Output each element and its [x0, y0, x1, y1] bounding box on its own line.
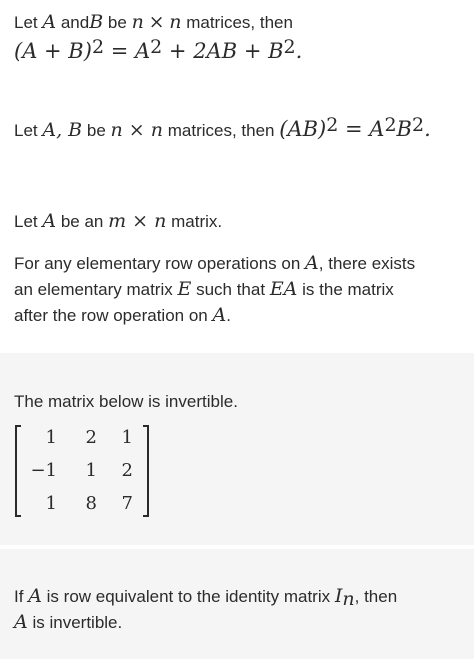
math-A: A — [42, 210, 57, 232]
text-let: Let — [14, 121, 38, 140]
matrix-cell: 2 — [121, 460, 133, 481]
matrix-cell: −1 — [30, 460, 57, 481]
matrix-right-bracket — [143, 425, 149, 517]
matrix-cell: 8 — [85, 493, 97, 514]
math-E: E — [177, 278, 192, 300]
statement-card-1 — [0, 0, 474, 100]
statement-3-para-line-2 — [14, 277, 394, 302]
math-A: A — [14, 611, 28, 633]
statement-card-5 — [0, 549, 474, 659]
statement-5-line-2 — [14, 610, 122, 635]
matrix-cell: 2 — [85, 427, 97, 448]
math-n-times-n: n × n — [110, 119, 164, 141]
math-lhs: (A + B) — [14, 39, 92, 63]
text-be: be — [86, 121, 106, 140]
math-A: A — [212, 304, 227, 326]
math-EA: EA — [269, 278, 298, 300]
math-period: . — [295, 39, 303, 63]
text-segment: an elementary matrix — [14, 280, 173, 299]
text-segment: For any elementary row operations on — [14, 254, 301, 273]
statement-1-formula — [14, 36, 303, 65]
text-and: and — [60, 13, 90, 32]
text-matrix: matrix. — [171, 212, 223, 231]
statement-3-para-line-1 — [14, 251, 415, 276]
text-let: Let — [14, 212, 38, 231]
text-segment: after the row operation on — [14, 306, 208, 325]
statement-3-line-1 — [14, 209, 222, 234]
math-B: B — [396, 117, 412, 141]
statement-card-2 — [0, 100, 474, 180]
math-B: B — [89, 11, 104, 33]
text-segment: is invertible. — [32, 613, 123, 632]
text-segment: If — [14, 587, 24, 606]
text-be-an: be an — [60, 212, 104, 231]
math-subscript-n: n — [342, 588, 355, 610]
matrix-cell: 1 — [45, 427, 57, 448]
math-A-B: A, B — [42, 119, 83, 141]
text-segment: , then — [354, 587, 398, 606]
text-segment: , there exists — [318, 254, 416, 273]
text-let: Let — [14, 13, 38, 32]
math-exp: 2 — [326, 114, 339, 136]
statement-card-3 — [0, 180, 474, 350]
math-exp: 2 — [91, 36, 105, 58]
matrix-cell: 1 — [121, 427, 133, 448]
math-eq-a: = A — [104, 39, 151, 63]
matrix-left-bracket — [15, 425, 21, 517]
math-exp: 2 — [411, 114, 425, 136]
statement-1-line-1 — [14, 10, 293, 35]
text-segment: is the matrix — [302, 280, 394, 299]
matrix-3x3 — [15, 425, 149, 517]
math-exp: 2 — [283, 36, 296, 58]
statement-3-para-line-3 — [14, 303, 231, 328]
text-segment: . — [226, 306, 231, 325]
math-AB: (AB) — [279, 117, 327, 141]
matrix-cell: 1 — [45, 493, 57, 514]
statement-4-text: The matrix below is invertible. — [14, 392, 238, 411]
math-mid: + 2AB + B — [162, 39, 284, 63]
matrix-cell: 7 — [121, 493, 133, 514]
text-rest: matrices, then — [186, 13, 293, 32]
text-segment: such that — [196, 280, 266, 299]
math-A: A — [28, 585, 42, 607]
math-m-times-n: m × n — [108, 210, 167, 232]
math-n: n — [131, 11, 144, 33]
math-eq-a: = A — [338, 117, 385, 141]
statement-2-line — [14, 114, 431, 143]
matrix-cell: 1 — [85, 460, 97, 481]
math-period: . — [424, 117, 431, 141]
math-I: I — [334, 585, 343, 607]
math-n: n — [169, 11, 182, 33]
math-A: A — [42, 11, 57, 33]
math-times: × — [148, 11, 165, 33]
math-exp: 2 — [384, 114, 397, 136]
statement-5-line-1 — [14, 584, 397, 609]
text-segment: is row equivalent to the identity matrix — [46, 587, 331, 606]
text-be: be — [107, 13, 127, 32]
math-A: A — [305, 252, 319, 274]
math-exp: 2 — [150, 36, 163, 58]
text-mid: matrices, then — [167, 121, 275, 140]
